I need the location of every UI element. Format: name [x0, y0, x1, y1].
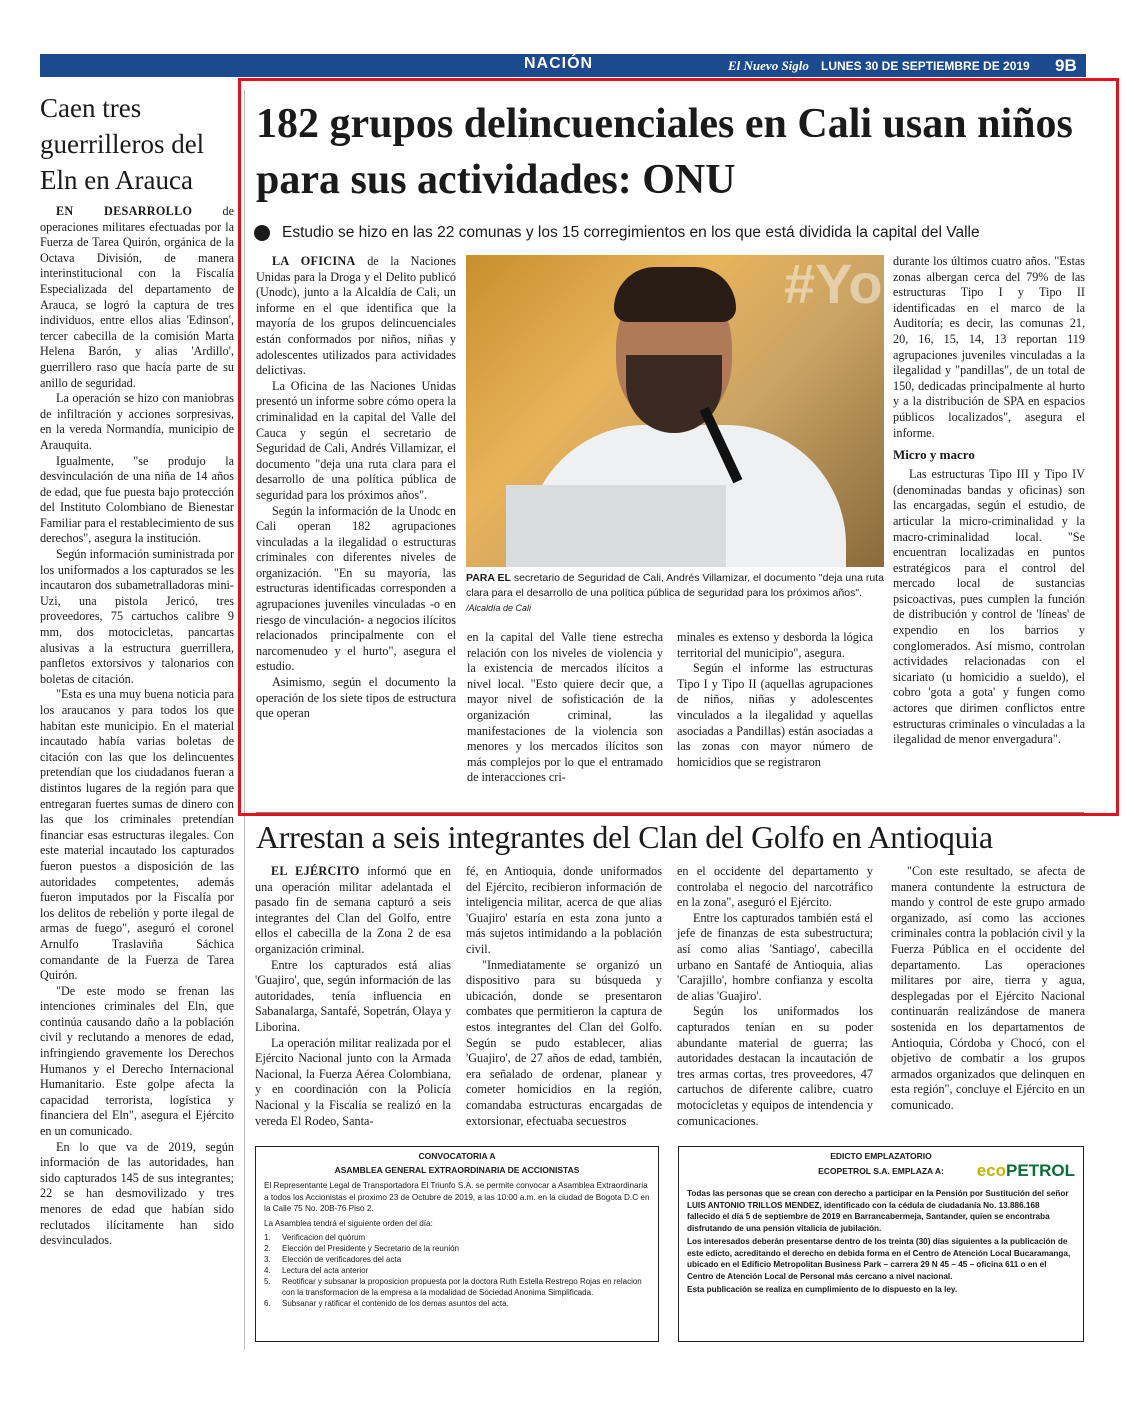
- article-paragraph: Según el informe las estructuras Tipo I y Tipo II (aquellas agrupaciones de niños, niñas y adolescentes vinculados a la ilegalidad y aquellas asociadas a Pandillas) están asociadas a las zonas con mayor número de homicidios que se registraron: [677, 661, 873, 769]
- newspaper-name: El Nuevo Siglo: [728, 58, 809, 73]
- speaker-photo: [466, 255, 884, 567]
- article-paragraph: La Oficina de las Naciones Unidas presentó un informe sobre cómo opera la criminalidad en la capital del Valle del Cauca y según el secretario de Seguridad de Cali, Andrés Villamizar, el documento "deja una ruta clara para el desarrollo de una política pública de seguridad para los próximos años".: [256, 378, 456, 502]
- article-paragraph: "Con este resultado, se afecta de manera contundente la estructura de mando y control de este grupo armado organizado, así como las acciones criminales contra la población civil y la Fuerza Pública en el occidente del departamento. Las operaciones militares por aire, tierra y agua, desplegadas por el Ejército Nacional continuarán realizándose de manera sostenida en los departamentos de Antioquia, Córdoba y Chocó, con el objetivo de combatir a los grupos armados organizados que delinquen en esta región", concluye el Ejército en un comunicado.: [891, 864, 1085, 1112]
- agenda-number: 4.: [264, 1266, 271, 1275]
- agenda-text: Reotificar y subsanar la proposicion propuesta por la doctora Ruth Estella Restrepo Rojas en relacion con la transformacion de la empresa a la modalidad de Sociedad Anonima Simplificada.: [282, 1277, 642, 1297]
- notice-text: Los interesados deberán presentarse dentro de los treinta (30) días siguientes a la publicación de este edicto, acreditando el derecho en debida forma en el Centro de Atención Local Bucaramanga, ubicado en el Edificio Metropolitan Business Park – carrera 29 N 45 – 45 – oficina 611 o en el Centro de Atención Local de Personal más cercano a nivel nacional.: [687, 1237, 1071, 1281]
- issue-date: LUNES 30 DE SEPTIEMBRE DE 2019: [821, 59, 1030, 73]
- photo-background-text: #Yo: [784, 255, 883, 315]
- agenda-item: [264, 1276, 650, 1298]
- left-story-title: Caen tres guerrilleros del Eln en Arauca: [40, 93, 205, 195]
- notice-heading: EDICTO EMPLAZATORIO: [830, 1151, 932, 1161]
- article-paragraph: Entre los capturados también está el jefe de finanzas de esta subestructura; así como alias 'Santiago', cabecilla urbano en Santafé de Antioquia, alias 'Carajillo', hombre confianza y escolta de alias 'Guajiro'.: [677, 910, 873, 1003]
- article-paragraph: "Inmediatamente se organizó un dispositivo para su búsqueda y ubicación, donde se presentaron combates que permitieron la captura de estos integrantes del Clan del Golfo. Según se pudo establecer, alias 'Guajiro', de 27 años de edad, también, era señalado de ordenar, planear y cometer homicidios en la región, comandaba estructuras encargadas de extorsionar, efectuaba secuestros: [466, 957, 662, 1128]
- left-story-paragraph: [40, 204, 234, 391]
- ecopetrol-edict-notice: [678, 1146, 1084, 1342]
- notice-heading: ASAMBLEA GENERAL EXTRAORDINARIA DE ACCIONISTAS: [334, 1165, 580, 1175]
- notice-text: El Representante Legal de Transportadora El Triunfo S.A. se permite convocar a Asamblea Extraordinaria a todos los Accionistas el proximo 23 de Octubre de 2019, a las 10:00 a.m. en la ciudad de Bogota D.C en la Calle 75 No. 20B-76 Piso 2.: [264, 1181, 650, 1213]
- main-story-column-4: [893, 254, 1085, 748]
- agenda-item: [264, 1265, 650, 1276]
- notice-heading: CONVOCATORIA A: [418, 1151, 496, 1161]
- left-story-paragraph: En lo que va de 2019, según información de las autoridades, han sido capturados 145 de sus integrantes; 22 se han desmovilizado y tres menores de edad que habían sido reclutados ilícitamente han sido desvinculados.: [40, 1139, 234, 1248]
- section-name: NACIÓN: [524, 55, 594, 72]
- logo-part: PETROL: [1006, 1161, 1075, 1180]
- main-story-subtitle: [254, 224, 1094, 242]
- agenda-number: 6.: [264, 1299, 271, 1308]
- main-story-title: 182 grupos delincuenciales en Cali usan niños para sus actividades: ONU: [256, 101, 1073, 203]
- article-paragraph: Según los uniformados los capturados tenían en su poder abundante material de guerra; las autoridades destacan la incautación de tres armas cortas, tres proveedores, 47 cartuchos de diferente calibre, cuatro motocicletas y equipos de intendencia y comunicaciones.: [677, 1004, 873, 1128]
- photo-credit: /Alcaldía de Cali: [466, 603, 532, 613]
- agenda-item: [264, 1243, 650, 1254]
- agenda-item: [264, 1232, 650, 1243]
- article-paragraph: Entre los capturados está alias 'Guajiro', que, según información de las autoridades, tenía influencia en Sabanalarga, Santafé, Sopetrán, Olaya y Liborina.: [255, 957, 451, 1034]
- article-paragraph: durante los últimos cuatro años. "Estas zonas albergan cerca del 79% de las estructuras Tipo I y Tipo II identificadas en el marco de la Auditoría; es decir, las comunas 21, 20, 16, 15, 14, 13 reportan 119 agrupaciones juveniles vinculadas a la ilegalidad y "pandillas", de un total de 150, dedicadas principalmente al hurto y a la distribución de SPA en espacios públicos localizados", asegura el informe.: [893, 254, 1085, 440]
- agenda-text: Elección del Presidente y Secretario de la reunión: [282, 1244, 459, 1253]
- second-story-column-4: [891, 864, 1085, 1114]
- paragraph-text: informó que en una operación militar adelantada el pasado fin de semana capturó a seis integrantes del Clan del Golfo, entre ellos el cabecilla de la Zona 2 de esa organización criminal.: [255, 864, 451, 956]
- agenda-text: Verificacion del quórum: [282, 1233, 366, 1242]
- second-story-column-3: [677, 864, 873, 1129]
- shareholder-assembly-notice: [255, 1146, 659, 1342]
- second-story-column-2: [466, 864, 662, 1129]
- article-paragraph: en la capital del Valle tiene estrecha relación con los niveles de violencia y la existencia de mercados ilícitos a nivel local. "Esto quiere decir que, a mayor nivel de sofisticación de la organización criminal, las manifestaciones de la violencia son menores y los mercados ilícitos son más complejos por lo que el entramado de interacciones cri-: [467, 630, 663, 785]
- main-story-column-3: [677, 630, 873, 770]
- notice-text: La Asamblea tendrá el siguiente orden del día:: [264, 1218, 433, 1228]
- agenda-text: Subsanar y ratificar el contenido de los demas asuntos del acta.: [282, 1299, 509, 1308]
- left-story-paragraph: "De este modo se frenan las intenciones criminales del Eln, que continúa causando daño a la población civil y reclutando a menores de edad, infringiendo gravemente los Derechos Humanos y el Derecho Internacional Humanitario. Este golpe afecta la capacidad terrorista, logística y financiera del Eln", asegura el Ejército en un comunicado.: [40, 983, 234, 1139]
- caption-text: secretario de Seguridad de Cali, Andrés Villamizar, el documento "deja una ruta clara para el desarrollo de una política pública de seguridad para los próximos años".: [466, 572, 884, 599]
- second-story-title: Arrestan a seis integrantes del Clan del Golfo en Antioquia: [256, 819, 993, 855]
- lead-in: LA OFICINA: [272, 254, 356, 268]
- bullet-icon: [254, 225, 270, 241]
- page-number: 9B: [1055, 56, 1077, 75]
- main-story-column-1: [256, 254, 456, 722]
- article-paragraph: Las estructuras Tipo III y Tipo IV (denominadas bandas y oficinas) son las encargadas, según el estudio, de articular la micro-criminalidad y la macro-criminalidad local. "Se encuentran localizadas en puntos estratégicos para el control del mercado local de sustancias psicoactivas, pues cumplen la función de distribución y control de 'líneas' de expendio en los barrios y conglomerados. Así mismo, controlan actividades relacionadas con el sicariato (u homicidio a sueldo), el cobro 'gota a gota' y fungen como actores que dirimen conflictos entre estructuras criminales o vinculadas a la ilegalidad de menor envergadura".: [893, 467, 1085, 747]
- article-paragraph: Según la información de la Unodc en Cali operan 182 agrupaciones vinculadas a la ilegalidad o estructuras criminales con diferentes niveles de organización. "En su mayoría, las estructuras identificadas corresponden a agrupaciones juveniles vinculadas -o en riesgo de vinculación- a negocios ilícitos relacionados principalmente con el narcomenudeo y el hurto", asegura el estudio.: [256, 503, 456, 674]
- article-paragraph: en el occidente del departamento y controlaba el negocio del narcotráfico en la zona", aseguró el Ejército.: [677, 864, 873, 910]
- second-story-column-1: [255, 864, 451, 1129]
- article-paragraph: fé, en Antioquia, donde uniformados del Ejército, recibieron información de inteligencia militar, acerca de que alias 'Guajiro' estaría en esta zona junto a más sujetos intimidando a la población civil.: [466, 864, 662, 956]
- subheading: Micro y macro: [893, 447, 975, 463]
- photo-podium: [506, 485, 726, 567]
- agenda-number: 1.: [264, 1233, 271, 1242]
- main-story-column-2: [467, 630, 663, 786]
- lead-in: EL EJÉRCITO: [271, 864, 360, 878]
- lead-in: EN DESARROLLO: [56, 204, 193, 218]
- article-paragraph: Asimismo, según el documento la operación de los siete tipos de estructura que operan: [256, 675, 456, 721]
- left-story-paragraph: "Esta es una muy buena noticia para los araucanos y para todos los que habitan este municipio. En el material incautado había varias boletas de citación con las que los delincuentes pretendían que los ciudadanos fueran a distintos lugares de la región para que entregaran fuertes sumas de dinero con las que los criminales pretendían financiar esas estructuras ilegales. Con este material incautado los capturados fueron puestos a disposición de las autoridades competentes, además fueron imputados por la Fiscalía por los delitos de rebelión y porte ilegal de armas de fuego", aseguró el coronel Arnulfo Traslaviña Sáchica comandante de la Fuerza de Tarea Quirón.: [40, 687, 234, 983]
- article-paragraph: [256, 254, 456, 379]
- notice-heading: ECOPETROL S.A. EMPLAZA A:: [818, 1166, 944, 1176]
- agenda-text: Elección de verificadores del acta: [282, 1255, 402, 1264]
- article-paragraph: minales es extenso y desborda la lógica territorial del municipio", asegura.: [677, 630, 873, 660]
- notice-text: Todas las personas que se crean con derecho a participar en la Pensión por Sustitución del señor LUIS ANTONIO TRILLOS MENDEZ, identificado con la cédula de ciudadanía No. 13.886.168 fallecido el día 5 de septiembre de 2019 en Barrancabermeja, Santander, quien se encontraba disfrutando de una pensión vitalicia de jubilación.: [687, 1189, 1069, 1233]
- agenda-number: 5.: [264, 1277, 271, 1286]
- paragraph-text: de operaciones militares efectuadas por la Fuerza de Tarea Quirón, orgánica de la Octava División, de manera interinstitucional con la Fiscalía Especializada del departamento de Arauca, se logró la captura de tres individuos, entre ellos alias 'Edinson', tercer cabecilla de la comisión Marta Helena Barón, y alias 'Ardillo', guerrillero raso que hacía parte de su anillo de seguridad.: [40, 204, 234, 390]
- notice-text: Esta publicación se realiza en cumplimiento de lo dispuesto en la ley.: [687, 1285, 958, 1294]
- logo-part: eco: [976, 1161, 1007, 1180]
- left-story-paragraph: Según información suministrada por los uniformados a los capturados se les incautaron dos subametralladoras mini-Uzi, una pistola Jericó, tres proveedores, 75 cartuchos calibre 9 mm, dos motocicletas, pancartas alusivas a la estructura guerrillera, panfletos extorsivos y talonarios con boletas de citación.: [40, 547, 234, 686]
- agenda-item: [264, 1254, 650, 1265]
- ecopetrol-logo: [977, 1161, 1075, 1181]
- agenda-item: [264, 1298, 650, 1309]
- agenda-text: Lectura del acta anterior: [282, 1266, 369, 1275]
- left-story: [40, 90, 234, 1249]
- paragraph-text: de la Naciones Unidas para la Droga y el Delito publicó (Unodc), junto a la Alcaldía de Cali, un informe en el que identifica que la mayoría de los grupos delincuenciales están conformados por niños, niñas y adolescentes utilizados para actividades delictivas.: [256, 254, 456, 378]
- article-paragraph: La operación militar realizada por el Ejército Nacional junto con la Armada Nacional, la Fuerza Aérea Colombiana, y en coordinación con la Policía Nacional y la Fiscalía se realizó en la vereda El Rodeo, Santa-: [255, 1035, 451, 1128]
- agenda-list: [264, 1232, 650, 1309]
- agenda-number: 3.: [264, 1255, 271, 1264]
- section-divider: [256, 812, 1084, 813]
- photo-hair: [614, 267, 736, 322]
- article-paragraph: [255, 864, 451, 958]
- caption-lead: PARA EL: [466, 572, 511, 584]
- left-story-paragraph: La operación se hizo con maniobras de infiltración y acciones sorpresivas, en la vereda Normandía, municipio de Arauquita.: [40, 391, 234, 452]
- agenda-number: 2.: [264, 1244, 271, 1253]
- page-header: [40, 54, 1086, 77]
- left-story-paragraph: Igualmente, "se produjo la desvinculación de una niña de 14 años de edad, que fue puesta bajo protección del Instituto Colombiano de Bienestar Familiar para el restablecimiento de sus derechos", asegura la institución.: [40, 453, 234, 546]
- subtitle-text: Estudio se hizo en las 22 comunas y los 15 corregimientos en los que está dividida la capital del Valle: [282, 224, 980, 241]
- photo-caption: [466, 571, 886, 616]
